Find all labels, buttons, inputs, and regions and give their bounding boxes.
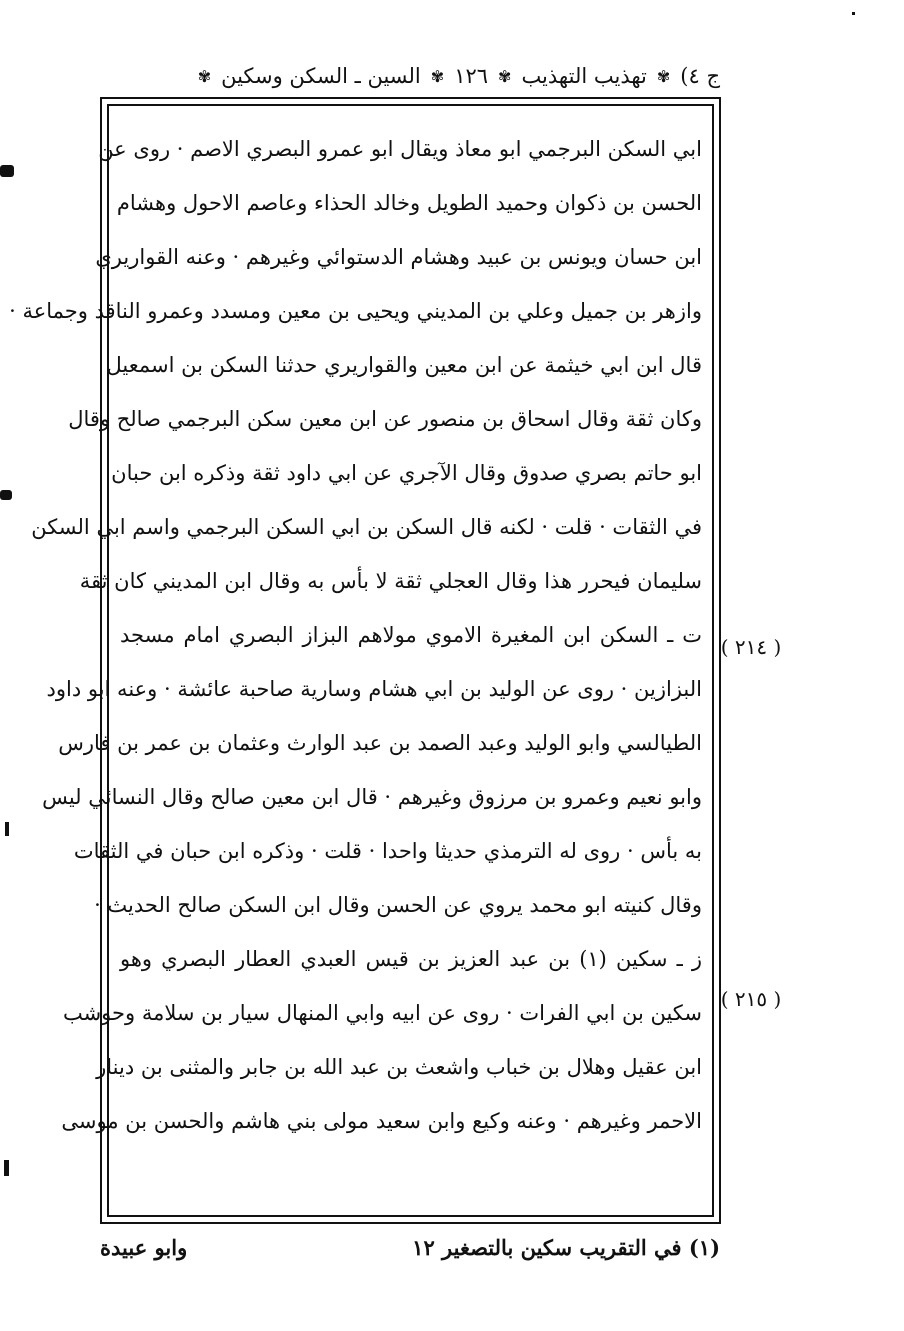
text-line: في الثقات · قلت · لكنه قال السكن بن ابي السكن البرجمي واسم ابي السكن [31,515,702,539]
footnote [100,1235,720,1260]
text-line: قال ابن ابي خيثمة عن ابن معين والقواريري حدثنا السكن بن اسمعيل [106,353,702,377]
volume-label: ج ٤) [680,64,720,88]
text-line: ابي السكن البرجمي ابو معاذ ويقال ابو عمرو البصري الاصم · روى عن [98,137,702,161]
scan-mark [852,12,855,15]
scan-mark [5,822,9,836]
running-header [100,56,720,96]
ornament-icon: ✾ [197,66,212,86]
text-line: وازهر بن جميل وعلي بن المديني ويحيى بن معين ومسدد وعمرو الناقد وجماعة · [9,299,702,323]
page-number: ١٢٦ [454,64,489,88]
text-line: ت ـ السكن ابن المغيرة الاموي مولاهم البزاز البصري امام مسجد [120,623,702,647]
text-line: ز ـ سكين (١) بن عبد العزيز بن قيس العبدي العطار البصري وهو [120,947,702,971]
catchword: وابو عبيدة [100,1235,188,1260]
scan-mark [0,490,12,500]
footnote-text: (١) في التقريب سكين بالتصغير ١٢ [412,1235,720,1260]
text-line: سكين بن ابي الفرات · روى عن ابيه وابي المنهال سيار بن سلامة وحوشب [62,1001,702,1025]
entry-number: ( ٢١٤ ) [720,635,782,659]
text-line: سليمان فيحرر هذا وقال العجلي ثقة لا بأس به وقال ابن المديني كان ثقة [79,569,702,593]
entry-number: ( ٢١٥ ) [720,987,782,1011]
ornament-icon: ✾ [498,66,512,86]
ornament-icon: ✾ [656,66,671,86]
text-line: ابو حاتم بصري صدوق وقال الآجري عن ابي داود ثقة وذكره ابن حبان [111,461,702,485]
scan-mark [4,1160,9,1176]
text-line: وكان ثقة وقال اسحاق بن منصور عن ابن معين سكن البرجمي صالح وقال [68,407,702,431]
text-line: ابن عقيل وهلال بن خباب واشعث بن عبد الله بن جابر والمثنى بن دينار [96,1055,702,1079]
text-line: البزازين · روى عن الوليد بن ابي هشام وسارية صاحبة عائشة · وعنه ابو داود [46,677,702,701]
text-line: ابن حسان ويونس بن عبيد وهشام الدستوائي وغيرهم · وعنه القواريري [95,245,702,269]
text-line: وابو نعيم وعمرو بن مرزوق وغيرهم · قال ابن معين صالح وقال النسائي ليس [42,785,702,809]
text-line: الاحمر وغيرهم · وعنه وكيع وابن سعيد مولى بني هاشم والحسن بن موسى [61,1109,702,1133]
scan-mark [0,165,14,177]
text-body [9,122,702,1148]
book-title: تهذيب التهذيب [521,64,647,88]
ornament-icon: ✾ [430,66,445,86]
text-line: به بأس · روى له الترمذي حديثا واحدا · قلت · وذكره ابن حبان في الثقات [73,839,702,863]
text-line: وقال كنيته ابو محمد يروي عن الحسن وقال ابن السكن صالح الحديث · [94,893,702,917]
text-line: الحسن بن ذكوان وحميد الطويل وخالد الحذاء وعاصم الاحول وهشام [116,191,702,215]
text-line: الطيالسي وابو الوليد وعبد الصمد بن عبد الوارث وعثمان بن عمر بن فارس [58,731,702,755]
section-title: السين ـ السكن وسكين [221,64,421,88]
